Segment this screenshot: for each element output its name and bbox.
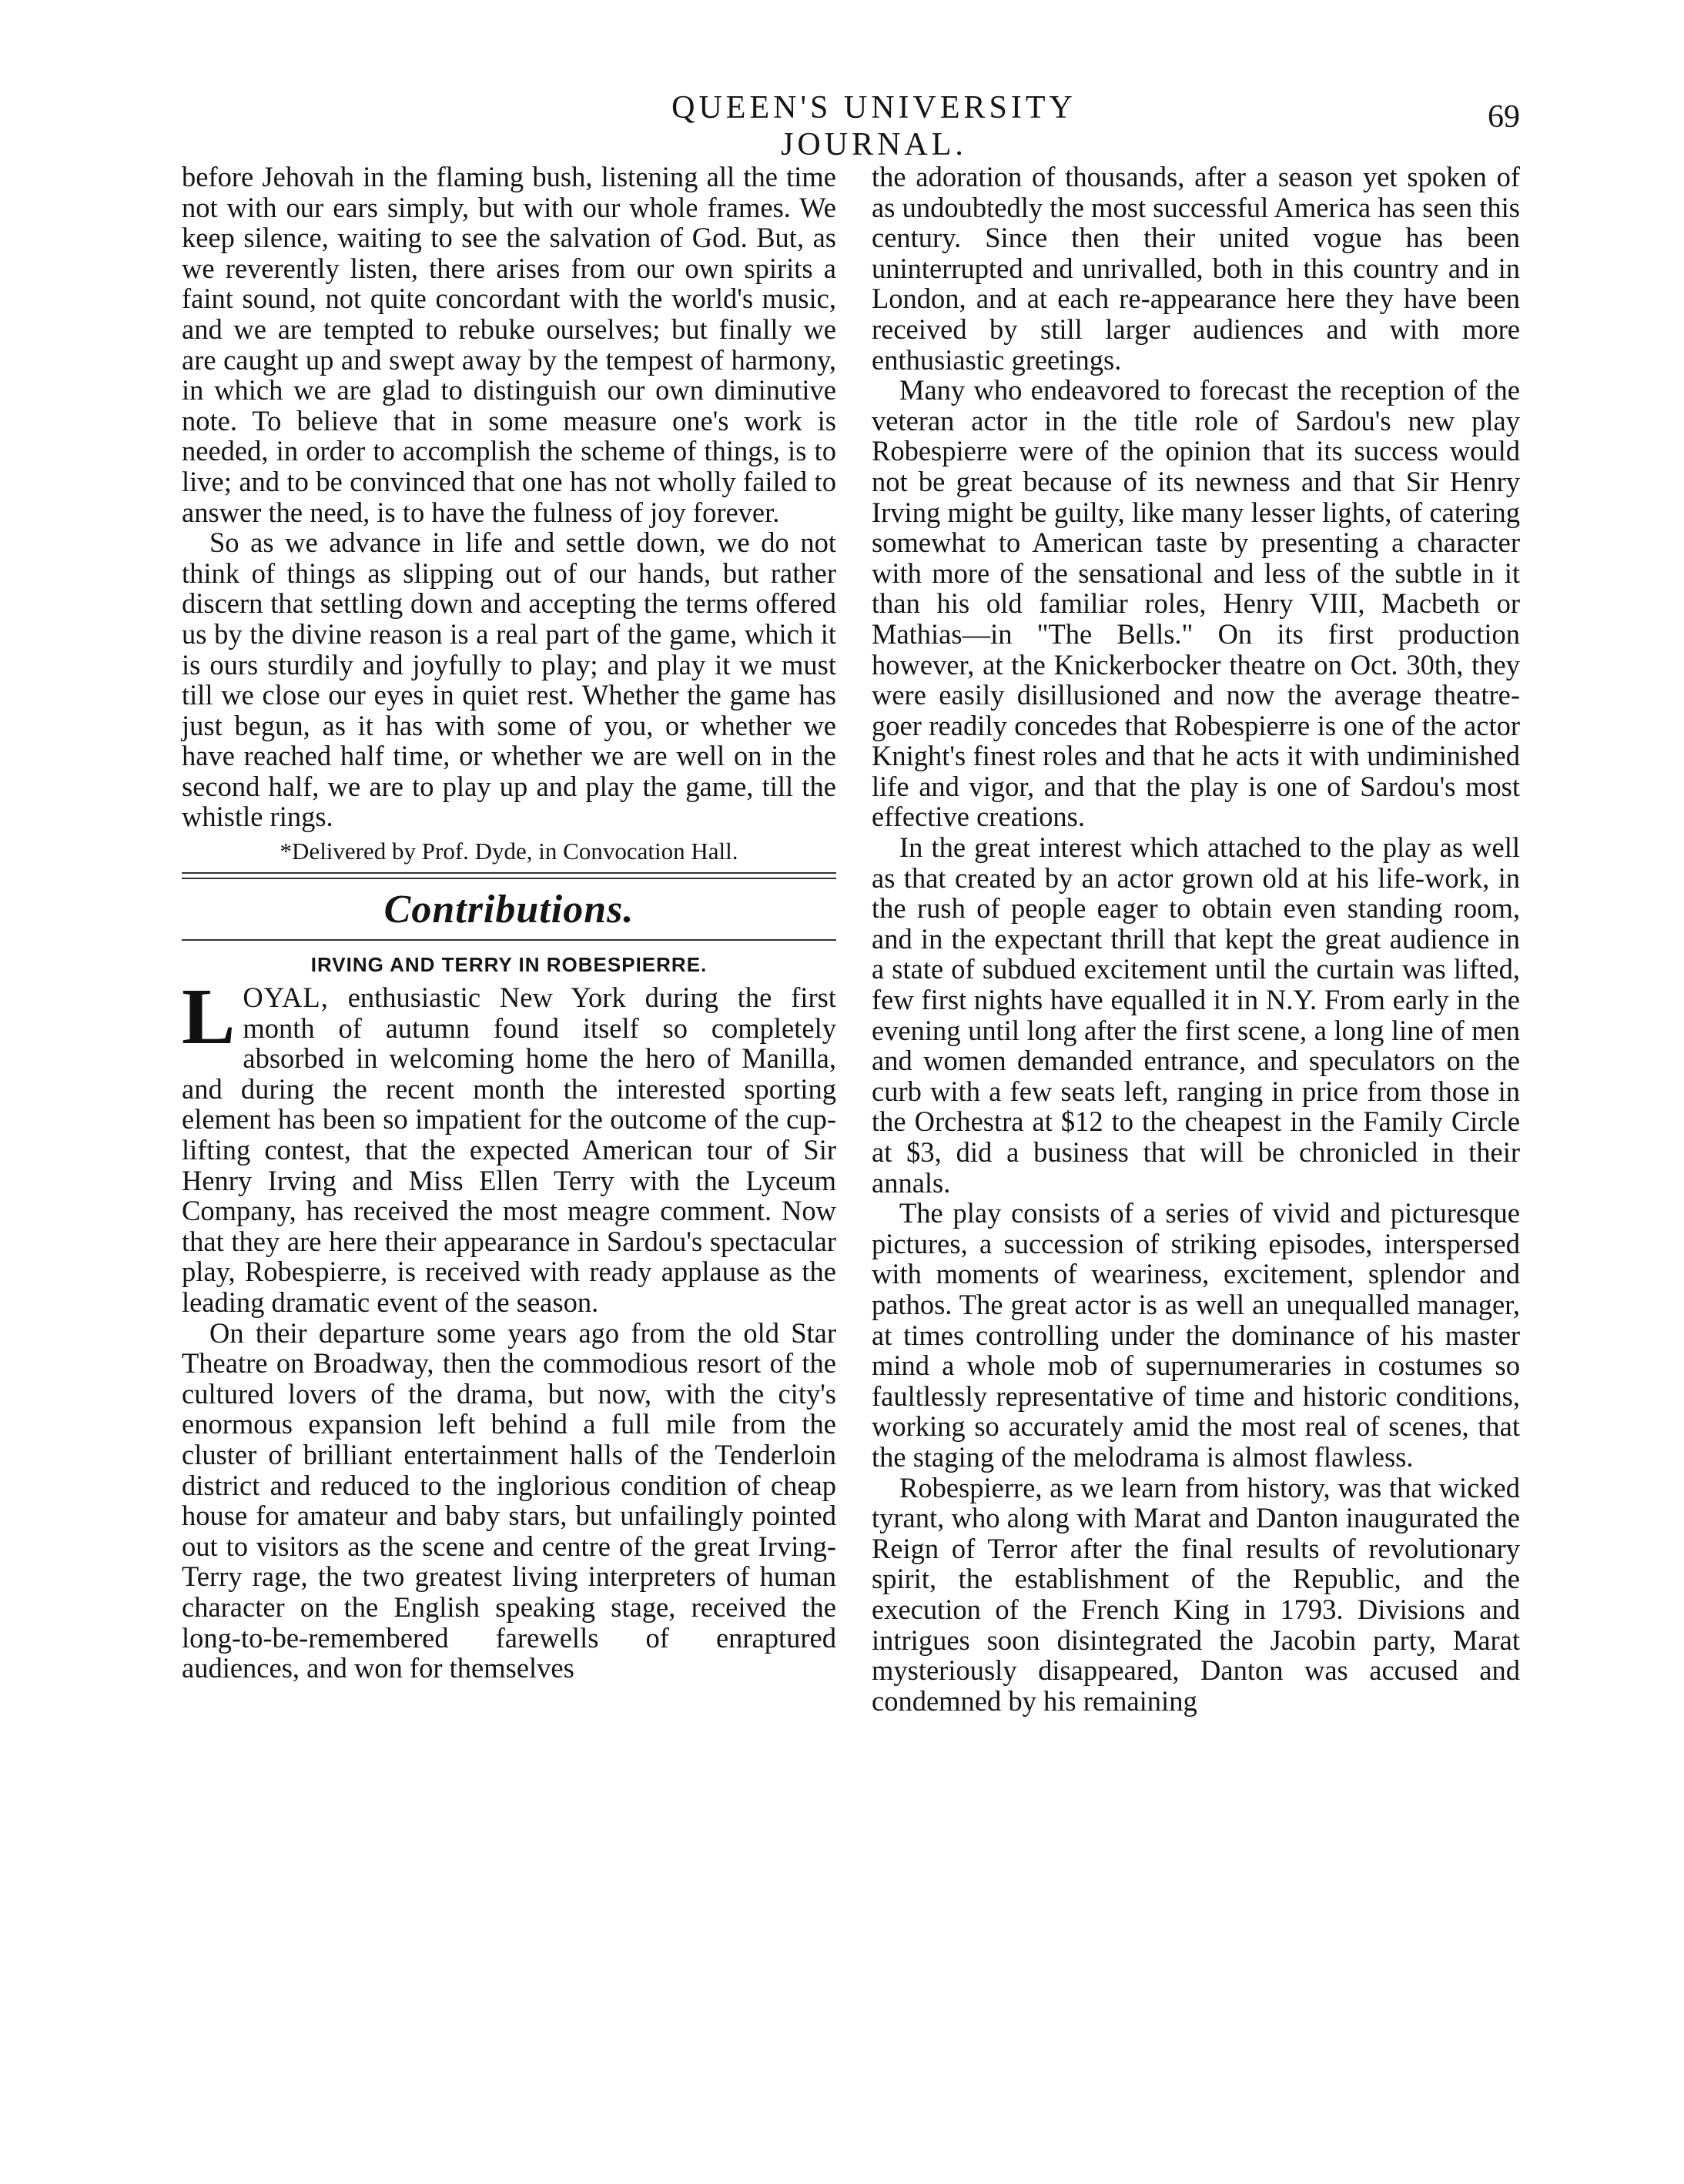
section-heading: Contributions. xyxy=(383,888,634,932)
page-number: 69 xyxy=(1488,99,1520,135)
right-paragraph-2: Many who endeavored to forecast the reception of the veteran actor in the title role of Sardou's new play Robespierre were of the opinion that its success would not be great because of its newness and that Sir Henry Irving might be guilty, like many lesser lights, of catering somewhat to American taste by presenting a character with more of the sensational and less of the subtle in it than his old familiar roles, Henry VIII, Macbeth or Mathias—in "The Bells." On its first production however, at the Knickerbocker theatre on Oct. 30th, they were easily disillusioned and now the average theatre-goer readily concedes that Robespierre is one of the actor Knight's finest roles and that he acts it with undiminished life and vigor, and that the play is one of Sardou's most effective creations. xyxy=(872,374,1520,833)
right-paragraph-1: the adoration of thousands, after a season yet spoken of as undoubtedly the most successful America has seen this century. Since then their united vogue has been uninterrupted and unrivalled, both in this country and in London, and at each re-appearance here they have been received by still larger audiences and with more enthusiastic greetings. xyxy=(872,161,1520,376)
left-column xyxy=(182,162,836,1684)
running-head: QUEEN'S UNIVERSITY JOURNAL. xyxy=(671,90,1076,162)
article-title: IRVING AND TERRY IN ROBESPIERRE. xyxy=(310,953,708,977)
heading-rule xyxy=(182,939,836,941)
section-divider xyxy=(182,872,836,879)
left-paragraph-4: On their departure some years ago from the old Star Theatre on Broadway, then the commodious resort of the cultured lovers of the drama, but now, with the city's enormous expansion left behind a full mile from the cluster of brilliant entertainment halls of the Tenderloin district and reduced to the inglorious condition of cheap house for amateur and baby stars, but unfailingly pointed out to visitors as the scene and centre of the great Irving-Terry rage, the two greatest living interpreters of human character on the English speaking stage, received the long-to-be-remembered farewells of enraptured audiences, and won for themselves xyxy=(182,1316,836,1684)
left-paragraph-3-text: enthusiastic New York during the first month of autumn found itself so completely absorbed in welcoming home the hero of Manilla, and during the recent month the interested sporting element has been so impatient for the outcome of the cup-lifting contest, that the expected American tour of Sir Henry Irving and Miss Ellen Terry with the Lyceum Company, has received the most meagre comment. Now that they are here their appearance in Sardou's spectacular play, Robespierre, is received with ready applause as the leading dramatic event of the season. xyxy=(182,982,836,1318)
right-paragraph-4: The play consists of a series of vivid and picturesque pictures, a succession of striking episodes, interspersed with moments of weariness, excitement, splendor and pathos. The great actor is as well an unequalled manager, at times controlling under the dominance of his master mind a whole mob of supernumeraries in costumes so faultlessly representative of time and historic conditions, working so accurately amid the most real of scenes, that the staging of the melodrama is almost flawless. xyxy=(872,1197,1520,1473)
lead-word: OYAL, xyxy=(243,982,329,1014)
right-paragraph-3: In the great interest which attached to the play as well as that created by an actor grown old at his life-work, in the rush of people eager to obtain even standing room, and in the expectant thrill that kept the great audience in a state of subdued excitement until the curtain was lifted, few first nights have equalled it in N.Y. From early in the evening until long after the first scene, a long line of men and women demanded entrance, and speculators on the curb with a few seats left, ranging in price from those in the Orchestra at $12 to the cheapest in the Family Circle at $3, did a business that will be chronicled in their annals. xyxy=(872,831,1520,1199)
footnote: *Delivered by Prof. Dyde, in Convocation Hall. xyxy=(280,838,738,865)
left-paragraph-1: before Jehovah in the flaming bush, listening all the time not with our ears simply, but with our whole frames. We keep silence, waiting to see the salvation of God. But, as we reverently listen, there arises from our own spirits a faint sound, not quite concordant with the world's music, and we are tempted to rebuke ourselves; but finally we are caught up and swept away by the tempest of harmony, in which we are glad to distinguish our own diminutive note. To believe that in some measure one's work is needed, in order to accomplish the scheme of things, is to live; and to be convinced that one has not wholly failed to answer the need, is to have the fulness of joy forever. xyxy=(182,161,836,528)
left-paragraph-2: So as we advance in life and settle down, we do not think of things as slipping out of our hands, but rather discern that settling down and accepting the terms offered us by the divine reason is a real part of the game, which it is ours sturdily and joyfully to play; and play it we must till we close our eyes in quiet rest. Whether the game has just begun, as it has with some of you, or whether we have reached half time, or whether we are well on in the second half, we are to play up and play the game, till the whistle rings. xyxy=(182,527,836,833)
right-paragraph-5: Robespierre, as we learn from history, was that wicked tyrant, who along with Marat and Danton inaugurated the Reign of Terror after the final results of revolutionary spirit, the establishment of the Republic, and the execution of the French King in 1793. Divisions and intrigues soon disintegrated the Jacobin party, Marat mysteriously disappeared, Danton was accused and condemned by his remaining xyxy=(872,1471,1520,1717)
left-paragraph-3 xyxy=(182,972,836,1318)
right-column xyxy=(872,162,1520,1716)
drop-cap: L xyxy=(182,972,236,1062)
